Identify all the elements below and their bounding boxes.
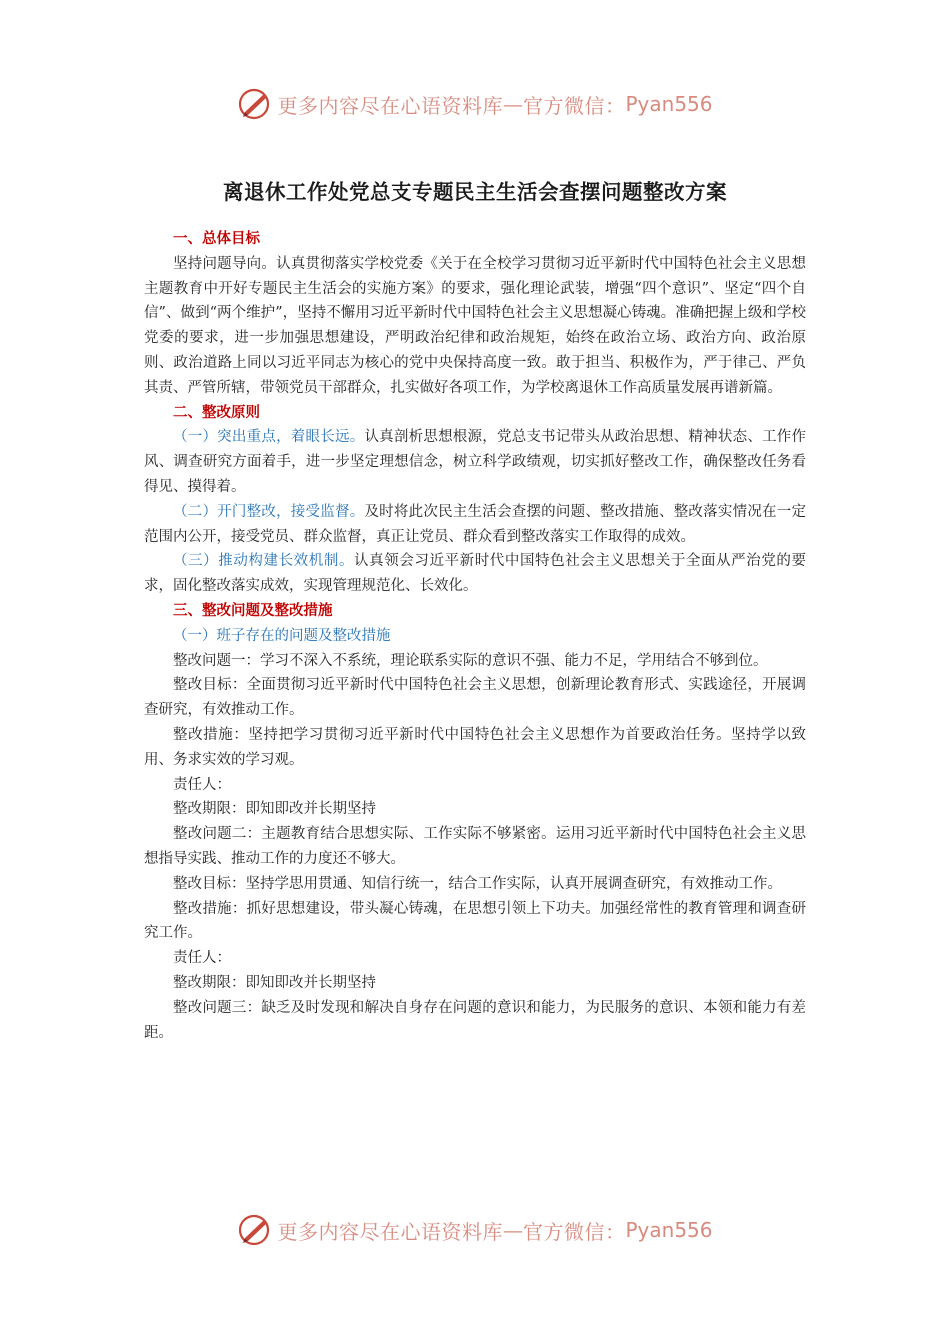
rectification-item: 整改目标：坚持学思用贯通、知信行统一，结合工作实际，认真开展调查研究，有效推动工作。 bbox=[173, 875, 782, 892]
rectification-item: 整改问题二：主题教育结合思想实际、工作实际不够紧密。运用习近平新时代中国特色社会主义思想指导实践、推动工作的力度还不够大。 bbox=[144, 826, 806, 867]
principle-2 bbox=[144, 500, 806, 550]
rectification-item: 责任人： bbox=[173, 950, 231, 967]
principle-1-body: 认真剖析思想根源，党总支书记带头从政治思想、精神状态、工作作风、调查研究方面着手，进一步坚定理想信念，树立科学政绩观，切实抓好整改工作，确保整改任务看得见、摸得着。 bbox=[144, 429, 807, 495]
section-heading-2: 二、整改原则 bbox=[173, 404, 260, 421]
rectification-item: 整改问题一：学习不深入不系统，理论联系实际的意识不强、能力不足，学用结合不够到位。 bbox=[173, 652, 768, 669]
banner-wechat-id: Pyan556 bbox=[625, 1218, 713, 1242]
document-body bbox=[144, 227, 806, 1045]
banner-wechat-label: 官方微信： bbox=[522, 93, 626, 118]
document-title: 离退休工作处党总支专题民主生活会查摆问题整改方案 bbox=[223, 180, 727, 204]
footer-watermark bbox=[0, 1210, 950, 1250]
rectification-item: 整改措施：抓好思想建设，带头凝心铸魂，在思想引领上下功夫。加强经常性的教育管理和调查研究工作。 bbox=[144, 900, 806, 942]
rectification-item: 整改问题三：缺乏及时发现和解决自身存在问题的意识和能力，为民服务的意识、本领和能力有差距。 bbox=[144, 999, 806, 1041]
principle-2-body: 及时将此次民主生活会查摆的问题、整改措施、整改落实情况在一定范围内公开，接受党员、群众监督，真正让党员、群众看到整改落实工作取得的成效。 bbox=[144, 503, 807, 545]
banner-text: 更多内容尽在心语资料库 bbox=[277, 1219, 503, 1244]
principle-3 bbox=[144, 549, 806, 599]
rectification-item: 整改目标：全面贯彻习近平新时代中国特色社会主义思想，创新理论教育形式、实践途径，开展调查研究，有效推动工作。 bbox=[144, 677, 806, 719]
principle-1 bbox=[144, 425, 806, 499]
header-watermark bbox=[0, 84, 950, 124]
rectification-item: 责任人： bbox=[173, 776, 231, 793]
rectification-item: 整改期限：即知即改并长期坚持 bbox=[173, 801, 376, 818]
banner-wechat-id: Pyan556 bbox=[625, 92, 713, 116]
rectification-item: 整改措施：坚持把学习贯彻习近平新时代中国特色社会主义思想作为首要政治任务。坚持学以致用、务求实效的学习观。 bbox=[144, 726, 806, 768]
banner-separator: — bbox=[502, 1218, 523, 1242]
section-1-paragraph: 坚持问题导向。认真贯彻落实学校党委《关于在全校学习贯彻习近平新时代中国特色社会主义思想主题教育中开好专题民主生活会的实施方案》的要求，强化理论武装，增强“四个意识”、坚定“四个自信”、做到“两个维护”，坚持不懈用习近平新时代中国特色社会主义思想凝心铸魂。准确把握上级和学校党委的要求，进一步加强思想建设，严明政治纪律和政治规矩，始终在政治立场、政治方向、政治原则、政治道路上同以习近平同志为核心的党中央保持高度一致。敢于担当、积极作为，严于律己、严负其责、严管所辖，带领党员干部群众，扎实做好各项工作，为学校离退休工作高质量发展再谱新篇。 bbox=[144, 255, 806, 396]
banner-separator: — bbox=[502, 92, 523, 116]
principle-2-lead: （二）开门整改，接受监督。 bbox=[173, 503, 365, 520]
section-heading-3: 三、整改问题及整改措施 bbox=[173, 602, 333, 619]
rectification-item: 整改期限：即知即改并长期坚持 bbox=[173, 974, 376, 991]
banner-text: 更多内容尽在心语资料库 bbox=[277, 93, 503, 118]
subsection-heading: （一）班子存在的问题及整改措施 bbox=[173, 627, 391, 644]
banner-wechat-label: 官方微信： bbox=[522, 1219, 626, 1244]
principle-1-lead: （一）突出重点，着眼长远。 bbox=[173, 429, 365, 446]
principle-3-lead: （三）推动构建长效机制。 bbox=[173, 553, 355, 570]
principle-3-body: 认真领会习近平新时代中国特色社会主义思想关于全面从严治党的要求，固化整改落实成效，实现管理规范化、长效化。 bbox=[144, 553, 807, 595]
pen-logo-icon bbox=[237, 1212, 273, 1248]
section-heading-1: 一、总体目标 bbox=[173, 231, 260, 247]
pen-logo-icon bbox=[237, 86, 273, 122]
